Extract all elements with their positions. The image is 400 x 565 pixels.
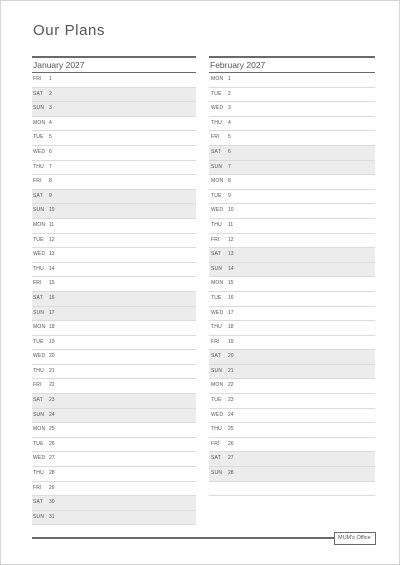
day-row [209, 409, 375, 424]
day-number: 29 [49, 484, 55, 491]
day-of-week: THU [211, 324, 222, 331]
day-of-week: TUE [211, 397, 222, 404]
day-of-week: THU [211, 119, 222, 126]
day-row [32, 292, 196, 307]
day-of-week: SUN [211, 163, 223, 170]
day-number: 24 [49, 411, 55, 418]
day-row [209, 175, 375, 190]
day-of-week: THU [211, 221, 222, 228]
day-row [209, 277, 375, 292]
day-number: 3 [49, 105, 52, 112]
day-row [209, 234, 375, 249]
day-row [32, 204, 196, 219]
day-row [32, 482, 196, 497]
day-of-week: FRI [211, 236, 220, 243]
day-of-week: MON [33, 324, 46, 331]
day-number: 10 [228, 207, 234, 214]
day-of-week: SAT [211, 251, 221, 258]
day-row [209, 438, 375, 453]
month-name: January 2027 [32, 58, 196, 73]
day-row [32, 102, 196, 117]
day-row [32, 379, 196, 394]
day-row [32, 409, 196, 424]
day-number: 13 [228, 251, 234, 258]
day-of-week: SUN [33, 207, 45, 214]
day-number: 22 [49, 382, 55, 389]
day-row [32, 146, 196, 161]
day-number: 6 [49, 148, 52, 155]
day-row [209, 307, 375, 322]
day-row [209, 336, 375, 351]
day-number: 17 [228, 309, 234, 316]
day-number: 9 [228, 192, 231, 199]
day-row [32, 423, 196, 438]
day-of-week: MON [211, 382, 224, 389]
day-of-week: TUE [211, 192, 222, 199]
day-row [32, 307, 196, 322]
day-of-week: THU [33, 367, 44, 374]
day-row [32, 248, 196, 263]
day-row [209, 131, 375, 146]
page-title: Our Plans [33, 22, 106, 39]
day-number: 5 [228, 134, 231, 141]
day-number: 5 [49, 134, 52, 141]
day-row [209, 321, 375, 336]
day-number: 21 [228, 367, 234, 374]
day-of-week: SUN [33, 411, 45, 418]
day-of-week: SAT [33, 294, 43, 301]
day-number: 28 [228, 470, 234, 477]
day-of-week: TUE [33, 440, 44, 447]
day-of-week: WED [211, 309, 224, 316]
day-row [209, 190, 375, 205]
day-number: 20 [49, 353, 55, 360]
day-number: 21 [49, 367, 55, 374]
day-row [209, 117, 375, 132]
day-of-week: SUN [33, 513, 45, 520]
day-number: 14 [228, 265, 234, 272]
day-number: 6 [228, 148, 231, 155]
month-column-january [32, 56, 196, 525]
day-row [209, 292, 375, 307]
day-row [209, 219, 375, 234]
day-row [209, 88, 375, 103]
day-row [32, 467, 196, 482]
day-number: 17 [49, 309, 55, 316]
day-number: 2 [228, 90, 231, 97]
day-list [209, 73, 375, 496]
footer-label: MUM's Office [334, 532, 376, 545]
day-of-week: TUE [33, 134, 44, 141]
day-of-week: WED [33, 251, 46, 258]
day-row [32, 277, 196, 292]
day-number: 30 [49, 499, 55, 506]
day-of-week: FRI [211, 134, 220, 141]
day-number: 9 [49, 192, 52, 199]
day-of-week: SAT [33, 192, 43, 199]
day-row [32, 511, 196, 526]
day-of-week: MON [33, 221, 46, 228]
day-of-week: SAT [33, 397, 43, 404]
day-of-week: TUE [211, 294, 222, 301]
day-row [209, 482, 375, 497]
day-number: 28 [49, 470, 55, 477]
day-row [32, 263, 196, 278]
day-row [32, 452, 196, 467]
day-number: 26 [228, 440, 234, 447]
day-row [209, 394, 375, 409]
day-of-week: FRI [33, 178, 42, 185]
day-number: 22 [228, 382, 234, 389]
day-of-week: WED [211, 105, 224, 112]
day-of-week: THU [33, 470, 44, 477]
day-row [209, 365, 375, 380]
day-row [209, 263, 375, 278]
day-number: 25 [49, 426, 55, 433]
day-number: 11 [228, 221, 234, 228]
day-of-week: TUE [33, 236, 44, 243]
day-of-week: WED [211, 207, 224, 214]
day-of-week: MON [211, 280, 224, 287]
day-of-week: SAT [211, 455, 221, 462]
day-of-week: SUN [211, 470, 223, 477]
day-row [32, 175, 196, 190]
day-row [209, 379, 375, 394]
day-number: 19 [49, 338, 55, 345]
day-row [32, 350, 196, 365]
day-of-week: TUE [211, 90, 222, 97]
day-row [32, 394, 196, 409]
day-row [32, 234, 196, 249]
day-number: 14 [49, 265, 55, 272]
day-of-week: SUN [211, 265, 223, 272]
day-number: 8 [49, 178, 52, 185]
day-number: 15 [49, 280, 55, 287]
day-row [209, 102, 375, 117]
day-row [32, 117, 196, 132]
day-of-week: MON [33, 426, 46, 433]
day-number: 4 [228, 119, 231, 126]
day-number: 16 [228, 294, 234, 301]
day-row [32, 88, 196, 103]
day-of-week: THU [211, 426, 222, 433]
day-of-week: TUE [33, 338, 44, 345]
day-of-week: FRI [33, 382, 42, 389]
day-row [209, 73, 375, 88]
day-row [209, 467, 375, 482]
month-name: February 2027 [209, 58, 375, 73]
day-of-week: WED [33, 148, 46, 155]
day-number: 3 [228, 105, 231, 112]
day-of-week: FRI [33, 280, 42, 287]
day-row [32, 73, 196, 88]
day-of-week: THU [33, 265, 44, 272]
day-number: 7 [228, 163, 231, 170]
day-of-week: WED [33, 455, 46, 462]
day-number: 31 [49, 513, 55, 520]
day-of-week: FRI [211, 440, 220, 447]
day-of-week: FRI [33, 76, 42, 82]
day-row [32, 336, 196, 351]
day-of-week: FRI [33, 484, 42, 491]
day-row [32, 365, 196, 380]
day-number: 26 [49, 440, 55, 447]
day-number: 15 [228, 280, 234, 287]
day-row [209, 146, 375, 161]
day-of-week: WED [33, 353, 46, 360]
day-number: 12 [49, 236, 55, 243]
day-number: 1 [228, 76, 231, 82]
day-of-week: SAT [211, 353, 221, 360]
day-of-week: MON [33, 119, 46, 126]
day-number: 4 [49, 119, 52, 126]
day-number: 24 [228, 411, 234, 418]
day-number: 2 [49, 90, 52, 97]
day-of-week: MON [211, 178, 224, 185]
bottom-rule [32, 537, 334, 539]
day-row [32, 438, 196, 453]
day-list [32, 73, 196, 525]
day-number: 18 [228, 324, 234, 331]
day-of-week: SAT [33, 90, 43, 97]
day-of-week: SAT [211, 148, 221, 155]
day-number: 25 [228, 426, 234, 433]
day-row [32, 321, 196, 336]
day-of-week: FRI [211, 338, 220, 345]
day-row [209, 248, 375, 263]
day-of-week: SUN [33, 309, 45, 316]
day-row [32, 161, 196, 176]
day-of-week: SUN [211, 367, 223, 374]
day-number: 20 [228, 353, 234, 360]
day-of-week: THU [33, 163, 44, 170]
day-of-week: WED [211, 411, 224, 418]
day-number: 27 [228, 455, 234, 462]
day-row [209, 423, 375, 438]
day-row [209, 161, 375, 176]
day-number: 27 [49, 455, 55, 462]
day-number: 11 [49, 221, 55, 228]
day-number: 8 [228, 178, 231, 185]
day-row [209, 204, 375, 219]
day-number: 13 [49, 251, 55, 258]
day-number: 1 [49, 76, 52, 82]
day-number: 7 [49, 163, 52, 170]
day-of-week: SUN [33, 105, 45, 112]
month-column-february [209, 56, 375, 496]
day-row [209, 350, 375, 365]
day-number: 23 [49, 397, 55, 404]
day-of-week: MON [211, 76, 224, 82]
day-number: 18 [49, 324, 55, 331]
day-number: 12 [228, 236, 234, 243]
day-row [32, 131, 196, 146]
day-number: 16 [49, 294, 55, 301]
day-row [32, 219, 196, 234]
day-row [209, 452, 375, 467]
day-row [32, 496, 196, 511]
day-number: 19 [228, 338, 234, 345]
day-row [32, 190, 196, 205]
day-number: 10 [49, 207, 55, 214]
day-of-week: SAT [33, 499, 43, 506]
day-number: 23 [228, 397, 234, 404]
